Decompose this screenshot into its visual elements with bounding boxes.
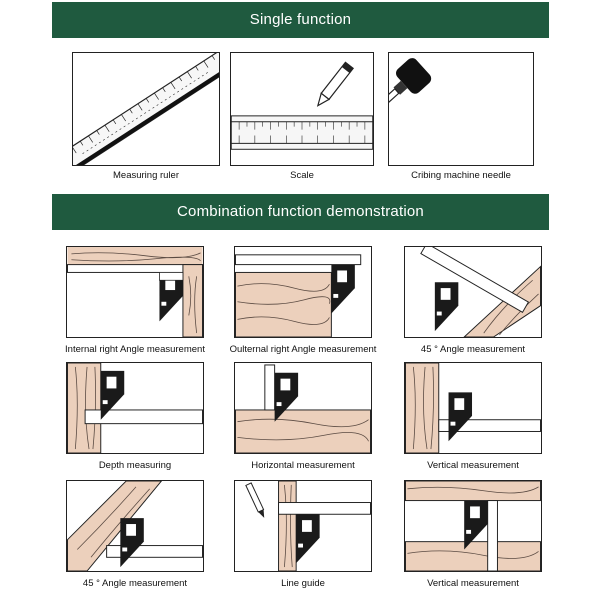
measuring-ruler-caption: Measuring ruler [113,170,179,181]
line-guide-illustration [234,480,372,572]
angle-45-illustration-1 [404,246,542,338]
vertical-measurement-caption-2: Vertical measurement [427,578,519,589]
angle-45-illustration-2 [66,480,204,572]
internal-right-angle-caption: Internal right Angle measurement [65,344,205,355]
single-function-title: Single function [249,11,352,28]
scale-illustration [230,52,374,166]
vertical-measurement-illustration-2 [404,480,542,572]
depth-measuring-illustration [66,362,204,454]
line-guide-caption: Line guide [281,578,325,589]
angle-45-caption-1: 45 ° Angle measurement [420,344,526,355]
external-right-angle-illustration [234,246,372,338]
scribing-needle-caption: Cribing machine needle [411,170,511,181]
angle-45-caption-2: 45 ° Angle measurement [82,578,188,589]
horizontal-measurement-caption: Horizontal measurement [251,460,355,471]
single-function-banner [52,2,549,38]
vertical-measurement-caption-1: Vertical measurement [427,460,519,471]
scale-caption: Scale [290,170,314,181]
depth-measuring-caption: Depth measuring [98,460,172,471]
ruler-icon [73,53,219,165]
pencil-scale-icon [231,53,373,165]
combination-function-title: Combination function demonstration [177,203,424,220]
external-right-angle-caption: Oulternal right Angle measurement [229,344,377,355]
scribing-needle-illustration [388,52,534,166]
measuring-ruler-illustration [72,52,220,166]
horizontal-measurement-illustration [234,362,372,454]
internal-right-angle-illustration [66,246,204,338]
scribing-needle-icon [389,53,533,165]
combination-function-banner [52,194,549,230]
vertical-measurement-illustration-1 [404,362,542,454]
